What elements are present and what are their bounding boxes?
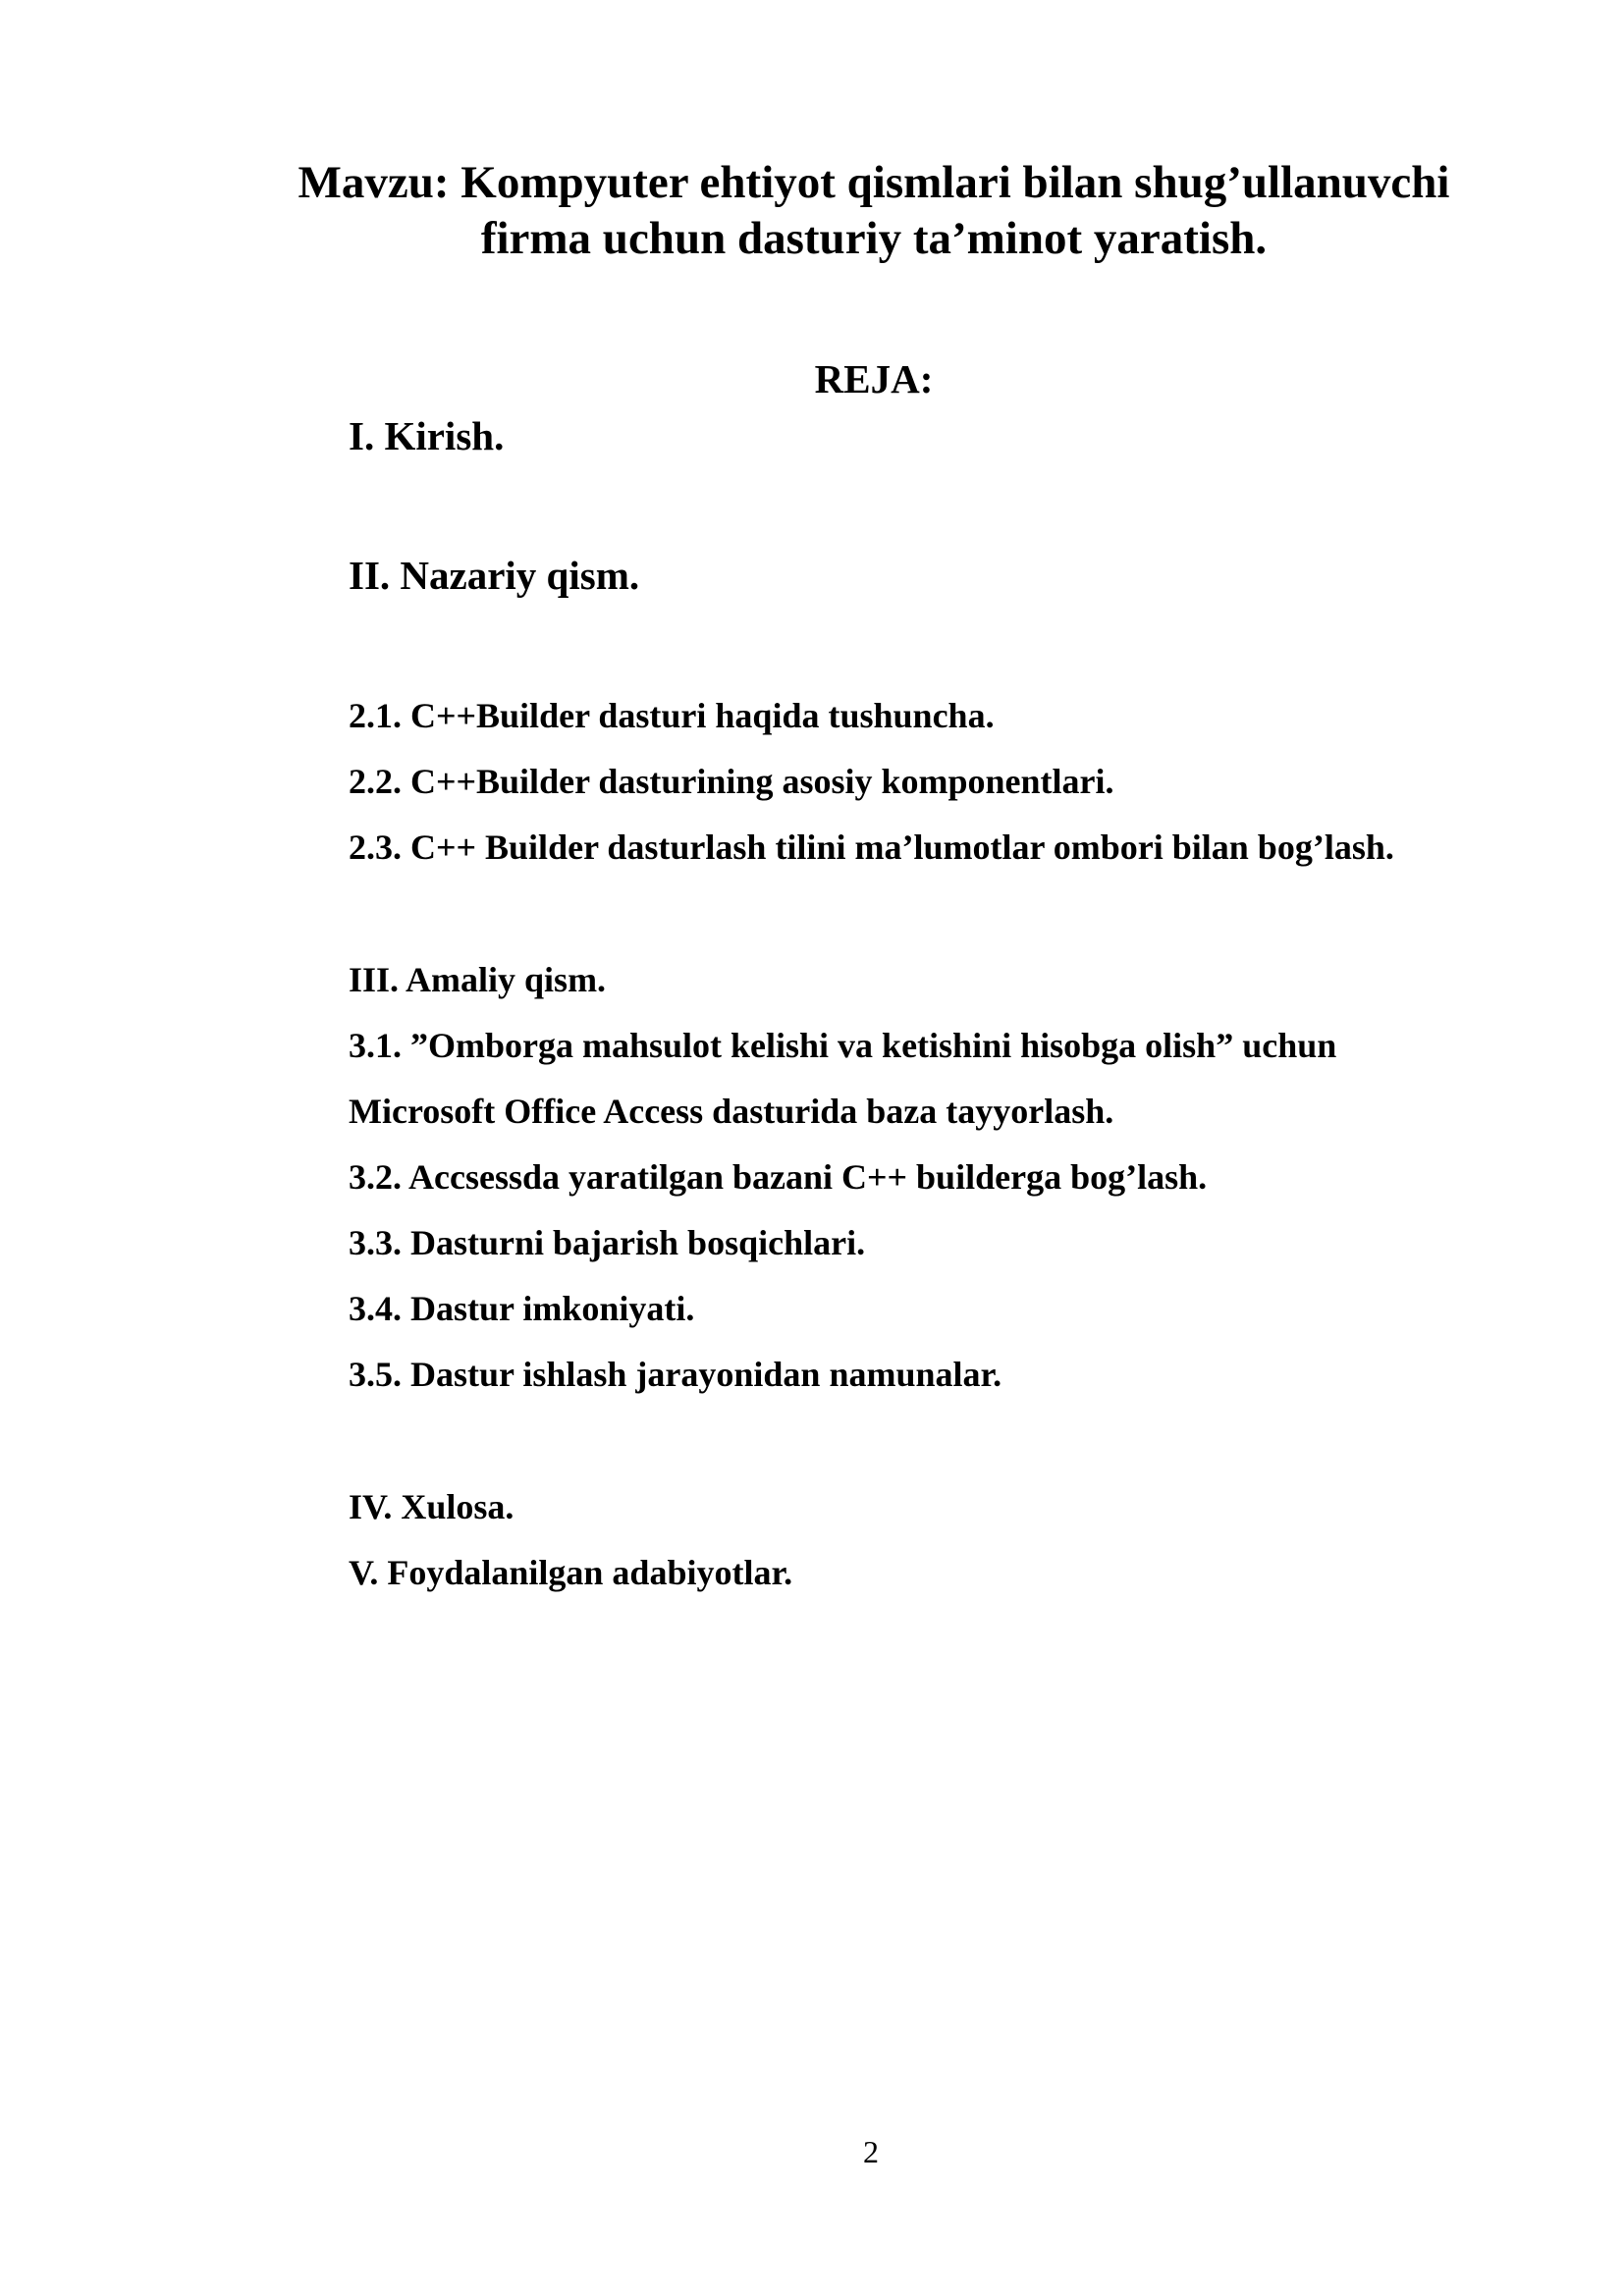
plan-heading: REJA: [814, 356, 934, 401]
item-3-1-line-2: Microsoft Office Access dasturida baza tayyorlash. [349, 1092, 1114, 1131]
section-conclusion: IV. Xulosa. [349, 1487, 514, 1526]
item-3-1-line-1: 3.1. ”Omborga mahsulot kelishi va ketishini hisobga olish” uchun [349, 1026, 1337, 1065]
title-line-2: firma uchun dasturiy ta’minot yaratish. [480, 213, 1268, 264]
item-3-5: 3.5. Dastur ishlash jarayonidan namunalar. [349, 1355, 1002, 1394]
section-practical: III. Amaliy qism. [349, 960, 607, 999]
item-3-2: 3.2. Accsessda yaratilgan bazani C++ builderga bog’lash. [349, 1157, 1208, 1197]
title-line-1: Mavzu: Kompyuter ehtiyot qismlari bilan shug’ullanuvchi [298, 157, 1450, 208]
page-number: 2 [863, 2134, 879, 2169]
item-2-2: 2.2. C++Builder dasturining asosiy komponentlari. [349, 762, 1114, 801]
document-title [196, 155, 1551, 267]
item-2-3: 2.3. C++ Builder dasturlash tilini ma’lumotlar ombori bilan bog’lash. [349, 828, 1394, 867]
item-2-1: 2.1. C++Builder dasturi haqida tushuncha. [349, 696, 995, 735]
section-theory: II. Nazariy qism. [349, 553, 640, 598]
item-3-3: 3.3. Dasturni bajarish bosqichlari. [349, 1223, 866, 1262]
item-3-4: 3.4. Dastur imkoniyati. [349, 1289, 695, 1328]
section-references: V. Foydalanilgan adabiyotlar. [349, 1553, 793, 1592]
section-introduction: I. Kirish. [349, 413, 505, 458]
